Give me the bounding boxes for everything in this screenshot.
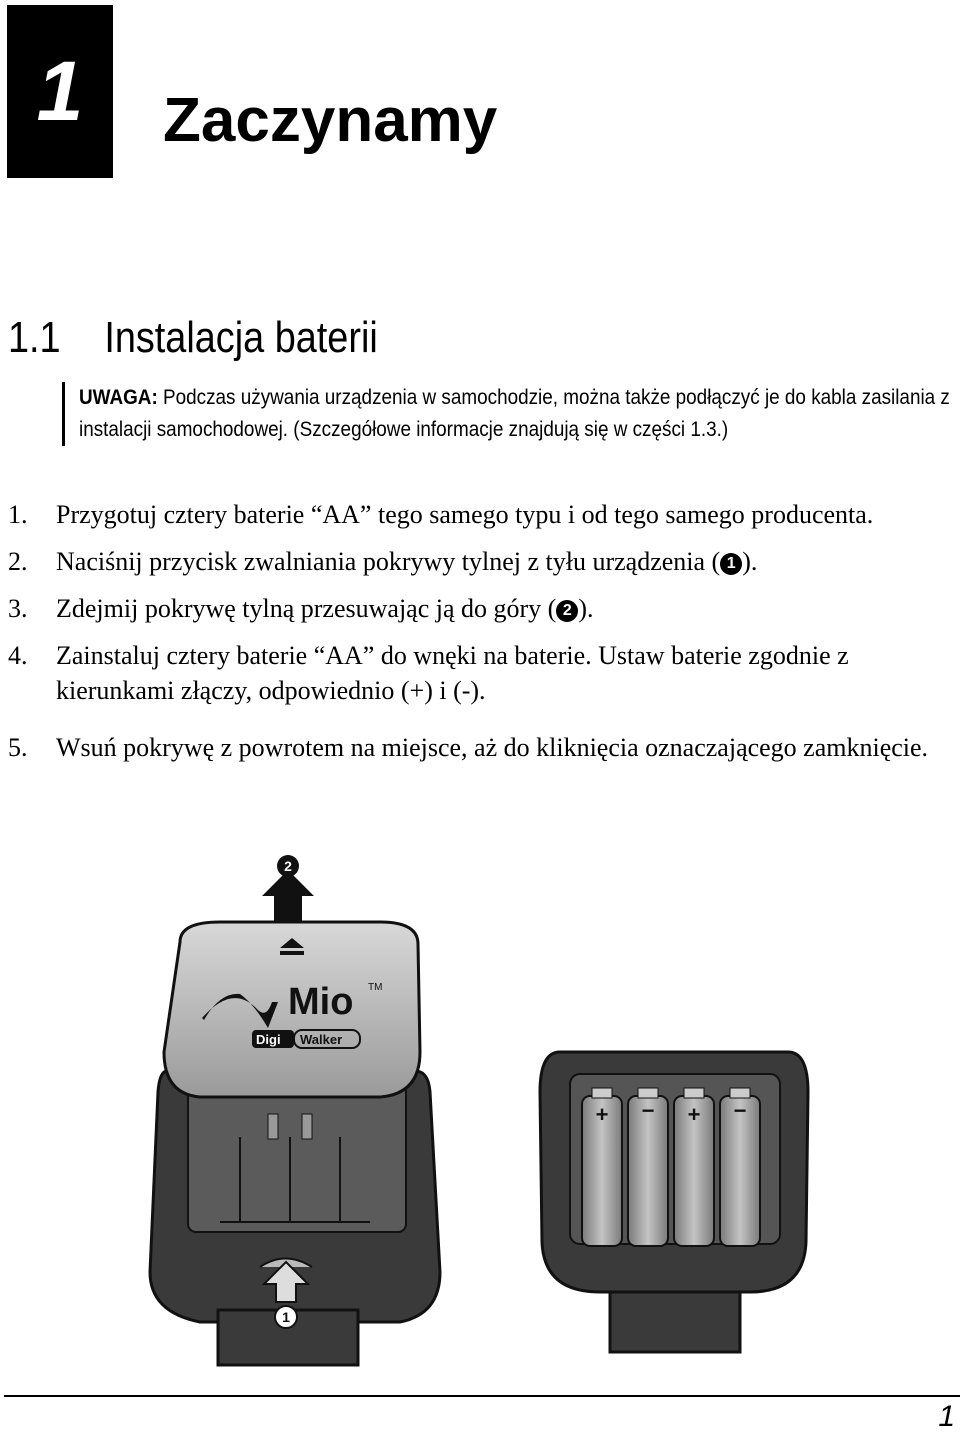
callout-2: 2 [284, 858, 292, 874]
callout-badge-1: 1 [720, 553, 742, 575]
step-number: 1. [8, 500, 28, 529]
page-number: 1 [938, 1400, 955, 1433]
step-number: 5. [8, 733, 28, 762]
callout-badge-2: 2 [556, 600, 578, 622]
step-item [8, 497, 958, 532]
device-open-cover [150, 855, 440, 1365]
digi-label: Digi [256, 1032, 281, 1047]
step-item [8, 638, 958, 708]
plus-sign: + [687, 1102, 701, 1127]
chapter-number: 1 [7, 5, 113, 178]
step-text-after: ). [578, 594, 594, 623]
steps-list [8, 497, 958, 777]
arrow-up-2-icon [262, 870, 314, 922]
footer-divider [4, 1395, 960, 1397]
battery-installation-illustration [140, 852, 820, 1372]
minus-sign: − [733, 1098, 747, 1123]
minus-sign: − [641, 1098, 655, 1123]
trademark: TM [368, 982, 383, 993]
step-text-after: ). [742, 547, 758, 576]
section-title: Instalacja baterii [104, 313, 378, 362]
note-label: UWAGA: [79, 386, 158, 409]
step-item [8, 730, 958, 765]
note-box [62, 382, 960, 446]
note-text: Podczas używania urządzenia w samochodzie, można także podłączyć je do kabla zasilania z instalacji samochodowej. (Szczegółowe informacje znajdują się w części 1.3.) [79, 386, 950, 441]
step-number: 3. [8, 594, 28, 623]
section-number: 1.1 [8, 313, 61, 362]
step-text: Wsuń pokrywę z powrotem na miejsce, aż do kliknięcia oznaczającego zamknięcie. [56, 733, 929, 762]
step-text: Zdejmij pokrywę tylną przesuwając ją do góry ( [56, 594, 557, 623]
step-text: Naciśnij przycisk zwalniania pokrywy tylnej z tyłu urządzenia ( [56, 547, 721, 576]
callout-1: 1 [282, 1309, 290, 1325]
step-item [8, 591, 958, 626]
device-batteries-installed [540, 1052, 808, 1352]
chapter-title: Zaczynamy [163, 86, 498, 155]
step-number: 2. [8, 547, 28, 576]
walker-label: Walker [300, 1032, 343, 1047]
mio-logo-text: Mio [288, 981, 354, 1023]
section-heading [8, 312, 378, 365]
step-number: 4. [8, 641, 28, 670]
step-text: Przygotuj cztery baterie “AA” tego samego typu i od tego samego producenta. [56, 500, 874, 529]
step-item [8, 544, 958, 579]
plus-sign: + [595, 1102, 609, 1127]
step-text: Zainstaluj cztery baterie “AA” do wnęki na baterie. Ustaw baterie zgodnie z kierunkami złączy, odpowiednio (+) i (-). [56, 641, 849, 705]
